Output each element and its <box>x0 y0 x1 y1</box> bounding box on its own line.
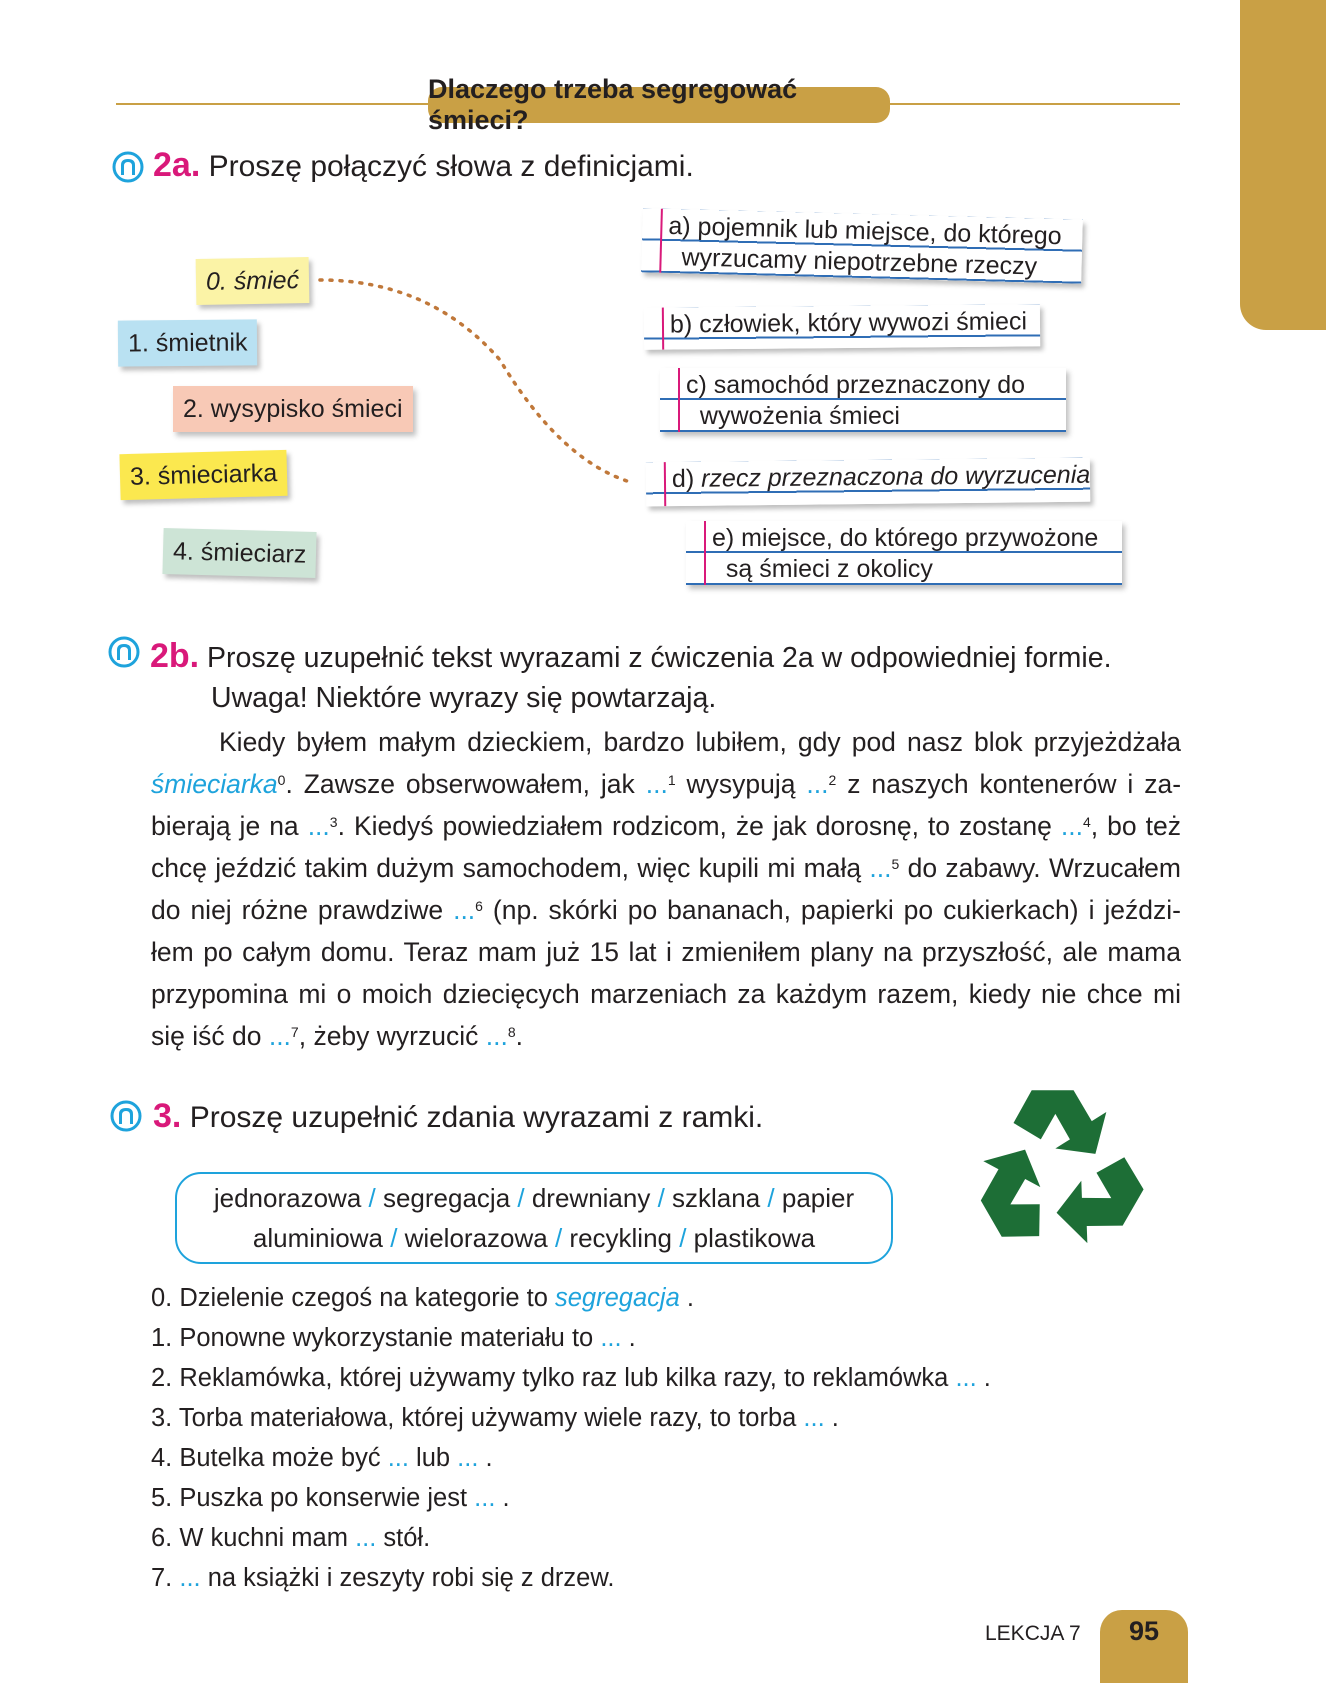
word-card-3[interactable] <box>119 450 287 500</box>
text-line: chcę jeździć takim dużym samochodem, więc kupili mi małą ...$^5$ do zabawy. Wrzucałem <box>151 853 1181 883</box>
sentence-5: 5. Puszka po konserwie jest ... . <box>151 1484 510 1512</box>
sentence-2: 2. Reklamówka, której używamy tylko raz lub kilka razy, to reklamówka ... . <box>151 1364 991 1392</box>
card-margin <box>704 521 706 585</box>
chapter-tab <box>1240 0 1326 330</box>
word-card-0[interactable] <box>196 257 310 305</box>
example-answer: śmieciarka <box>151 769 278 799</box>
gap[interactable]: ... <box>179 1564 201 1592</box>
word-card-1[interactable] <box>118 319 258 366</box>
gap[interactable]: ... <box>485 1021 508 1051</box>
example-answer: segregacja <box>555 1284 680 1312</box>
definition-text: b) człowiek, który wywozi śmieci <box>669 307 1028 339</box>
word-option: papier <box>781 1183 855 1213</box>
exercise-instruction-2: Uwaga! Niektóre wyrazy się powtarzają. <box>211 682 717 714</box>
text-line: łem po całym domu. Teraz mam już 15 lat i zmieniłem plany na przyszłość, ale mama <box>151 937 1181 967</box>
definition-text: e) miejsce, do którego przywożone są śmieci z okolicy <box>712 524 1099 583</box>
word-option: szklana <box>672 1183 761 1213</box>
word-option: wielorazowa <box>404 1223 548 1253</box>
gap[interactable]: ... <box>806 769 829 799</box>
exercise-number: 2a. <box>153 146 201 184</box>
lesson-label: LEKCJA 7 <box>985 1622 1081 1645</box>
word-option: jednorazowa <box>213 1183 362 1213</box>
definition-card-b[interactable] <box>644 304 1040 349</box>
definition-card-a[interactable] <box>641 208 1083 283</box>
gap[interactable]: ... <box>869 853 892 883</box>
card-margin <box>678 368 680 432</box>
page-number: 95 <box>1100 1610 1188 1683</box>
text-line: śmieciarka$^0$. Zawsze obserwowałem, jak ...$^1$ wysypują ...$^2$ z naszych kontenerów i za- <box>151 769 1182 799</box>
exercise-instruction: Proszę uzupełnić zdania wyrazami z ramki. <box>189 1101 764 1134</box>
exercise-number: 3. <box>153 1097 182 1135</box>
gap[interactable]: ... <box>1060 811 1083 841</box>
word-option: plastikowa <box>693 1223 816 1253</box>
exercise-instruction: Proszę połączyć słowa z definicjami. <box>208 150 694 183</box>
gap[interactable]: ... <box>387 1444 409 1472</box>
sentence-3: 3. Torba materiałowa, której używamy wiele razy, to torba ... . <box>151 1404 839 1432</box>
recycle-icon <box>968 1072 1150 1254</box>
sentence-4: 4. Butelka może być ... lub ... . <box>151 1444 493 1472</box>
word-label: 0. śmieć <box>205 266 300 296</box>
word-option: aluminiowa <box>252 1223 383 1253</box>
definition-card-d[interactable] <box>646 458 1090 507</box>
card-margin <box>662 308 664 350</box>
gap[interactable]: ... <box>474 1484 496 1512</box>
example-connector <box>310 270 640 490</box>
fill-in-text <box>151 721 1181 1057</box>
sentence-6: 6. W kuchni mam ... stół. <box>151 1524 431 1552</box>
exercise-instruction: Proszę uzupełnić tekst wyrazami z ćwiczenia 2a w odpowiedniej formie. <box>207 642 1112 674</box>
sentence-1: 1. Ponowne wykorzystanie materiału to ... . <box>151 1324 636 1352</box>
definition-text: d) rzecz przeznaczona do wyrzucenia <box>671 460 1091 494</box>
gap[interactable]: ... <box>600 1324 622 1352</box>
gap[interactable]: ... <box>803 1404 825 1432</box>
text-line: bierają je na ...$^3$. Kiedyś powiedziałem rodzicom, że jak dorosnę, to zostanę ...$^4$, bo też <box>151 811 1181 841</box>
word-label: 1. śmietnik <box>127 328 248 358</box>
exercise-icon <box>112 151 144 183</box>
word-bank-row: jednorazowa / segregacja / drewniany / szklana / papier <box>213 1183 855 1213</box>
text-line: się iść do ...$^7$, żeby wyrzucić ...$^8$. <box>151 1021 523 1051</box>
word-label: 4. śmieciarz <box>172 537 307 569</box>
gap[interactable]: ... <box>645 769 668 799</box>
exercise-icon <box>110 1100 142 1132</box>
gap[interactable]: ... <box>955 1364 977 1392</box>
word-option: segregacja <box>382 1183 511 1213</box>
text-line: Kiedy byłem małym dzieckiem, bardzo lubiłem, gdy pod nasz blok przyjeżdżała <box>219 727 1181 757</box>
section-title: Dlaczego trzeba segregować śmieci? <box>428 87 890 123</box>
word-option: recykling <box>569 1223 672 1253</box>
word-card-4[interactable] <box>162 528 317 578</box>
word-bank-row: aluminiowa / wielorazowa / recykling / plastikowa <box>252 1223 816 1253</box>
definition-text: c) samochód przeznaczony do wywożenia śmieci <box>686 371 1026 430</box>
sentence-0: 0. Dzielenie czegoś na kategorie to segregacja . <box>151 1284 694 1312</box>
exercise-2b-heading <box>150 636 1182 678</box>
gap[interactable]: ... <box>268 1021 291 1051</box>
sentence-7: 7. ... na książki i zeszyty robi się z drzew. <box>151 1564 615 1592</box>
definition-card-c[interactable] <box>660 368 1066 432</box>
definition-card-e[interactable] <box>686 521 1122 585</box>
exercise-3-heading <box>153 1096 763 1138</box>
word-bank <box>175 1172 893 1264</box>
word-label: 3. śmieciarka <box>129 459 278 491</box>
card-margin <box>659 209 663 273</box>
gap[interactable]: ... <box>355 1524 377 1552</box>
text-line: przypomina mi o moich dziecięcych marzeniach za każdym razem, kiedy nie chce mi <box>151 979 1181 1009</box>
definition-text: a) pojemnik lub miejsce, do którego wyrzucamy niepotrzebne rzeczy <box>668 211 1062 281</box>
exercise-number: 2b. <box>150 637 200 675</box>
word-option: drewniany <box>531 1183 651 1213</box>
gap[interactable]: ... <box>457 1444 479 1472</box>
text-line: do niej różne prawdziwe ...$^6$ (np. skórki po bananach, papierki po cukierkach) i jeździ- <box>151 895 1181 925</box>
exercise-icon <box>108 636 140 668</box>
word-label: 2. wysypisko śmieci <box>183 395 403 423</box>
card-margin <box>664 462 666 506</box>
gap[interactable]: ... <box>453 895 476 925</box>
gap[interactable]: ... <box>307 811 330 841</box>
exercise-2a-heading <box>153 145 694 187</box>
